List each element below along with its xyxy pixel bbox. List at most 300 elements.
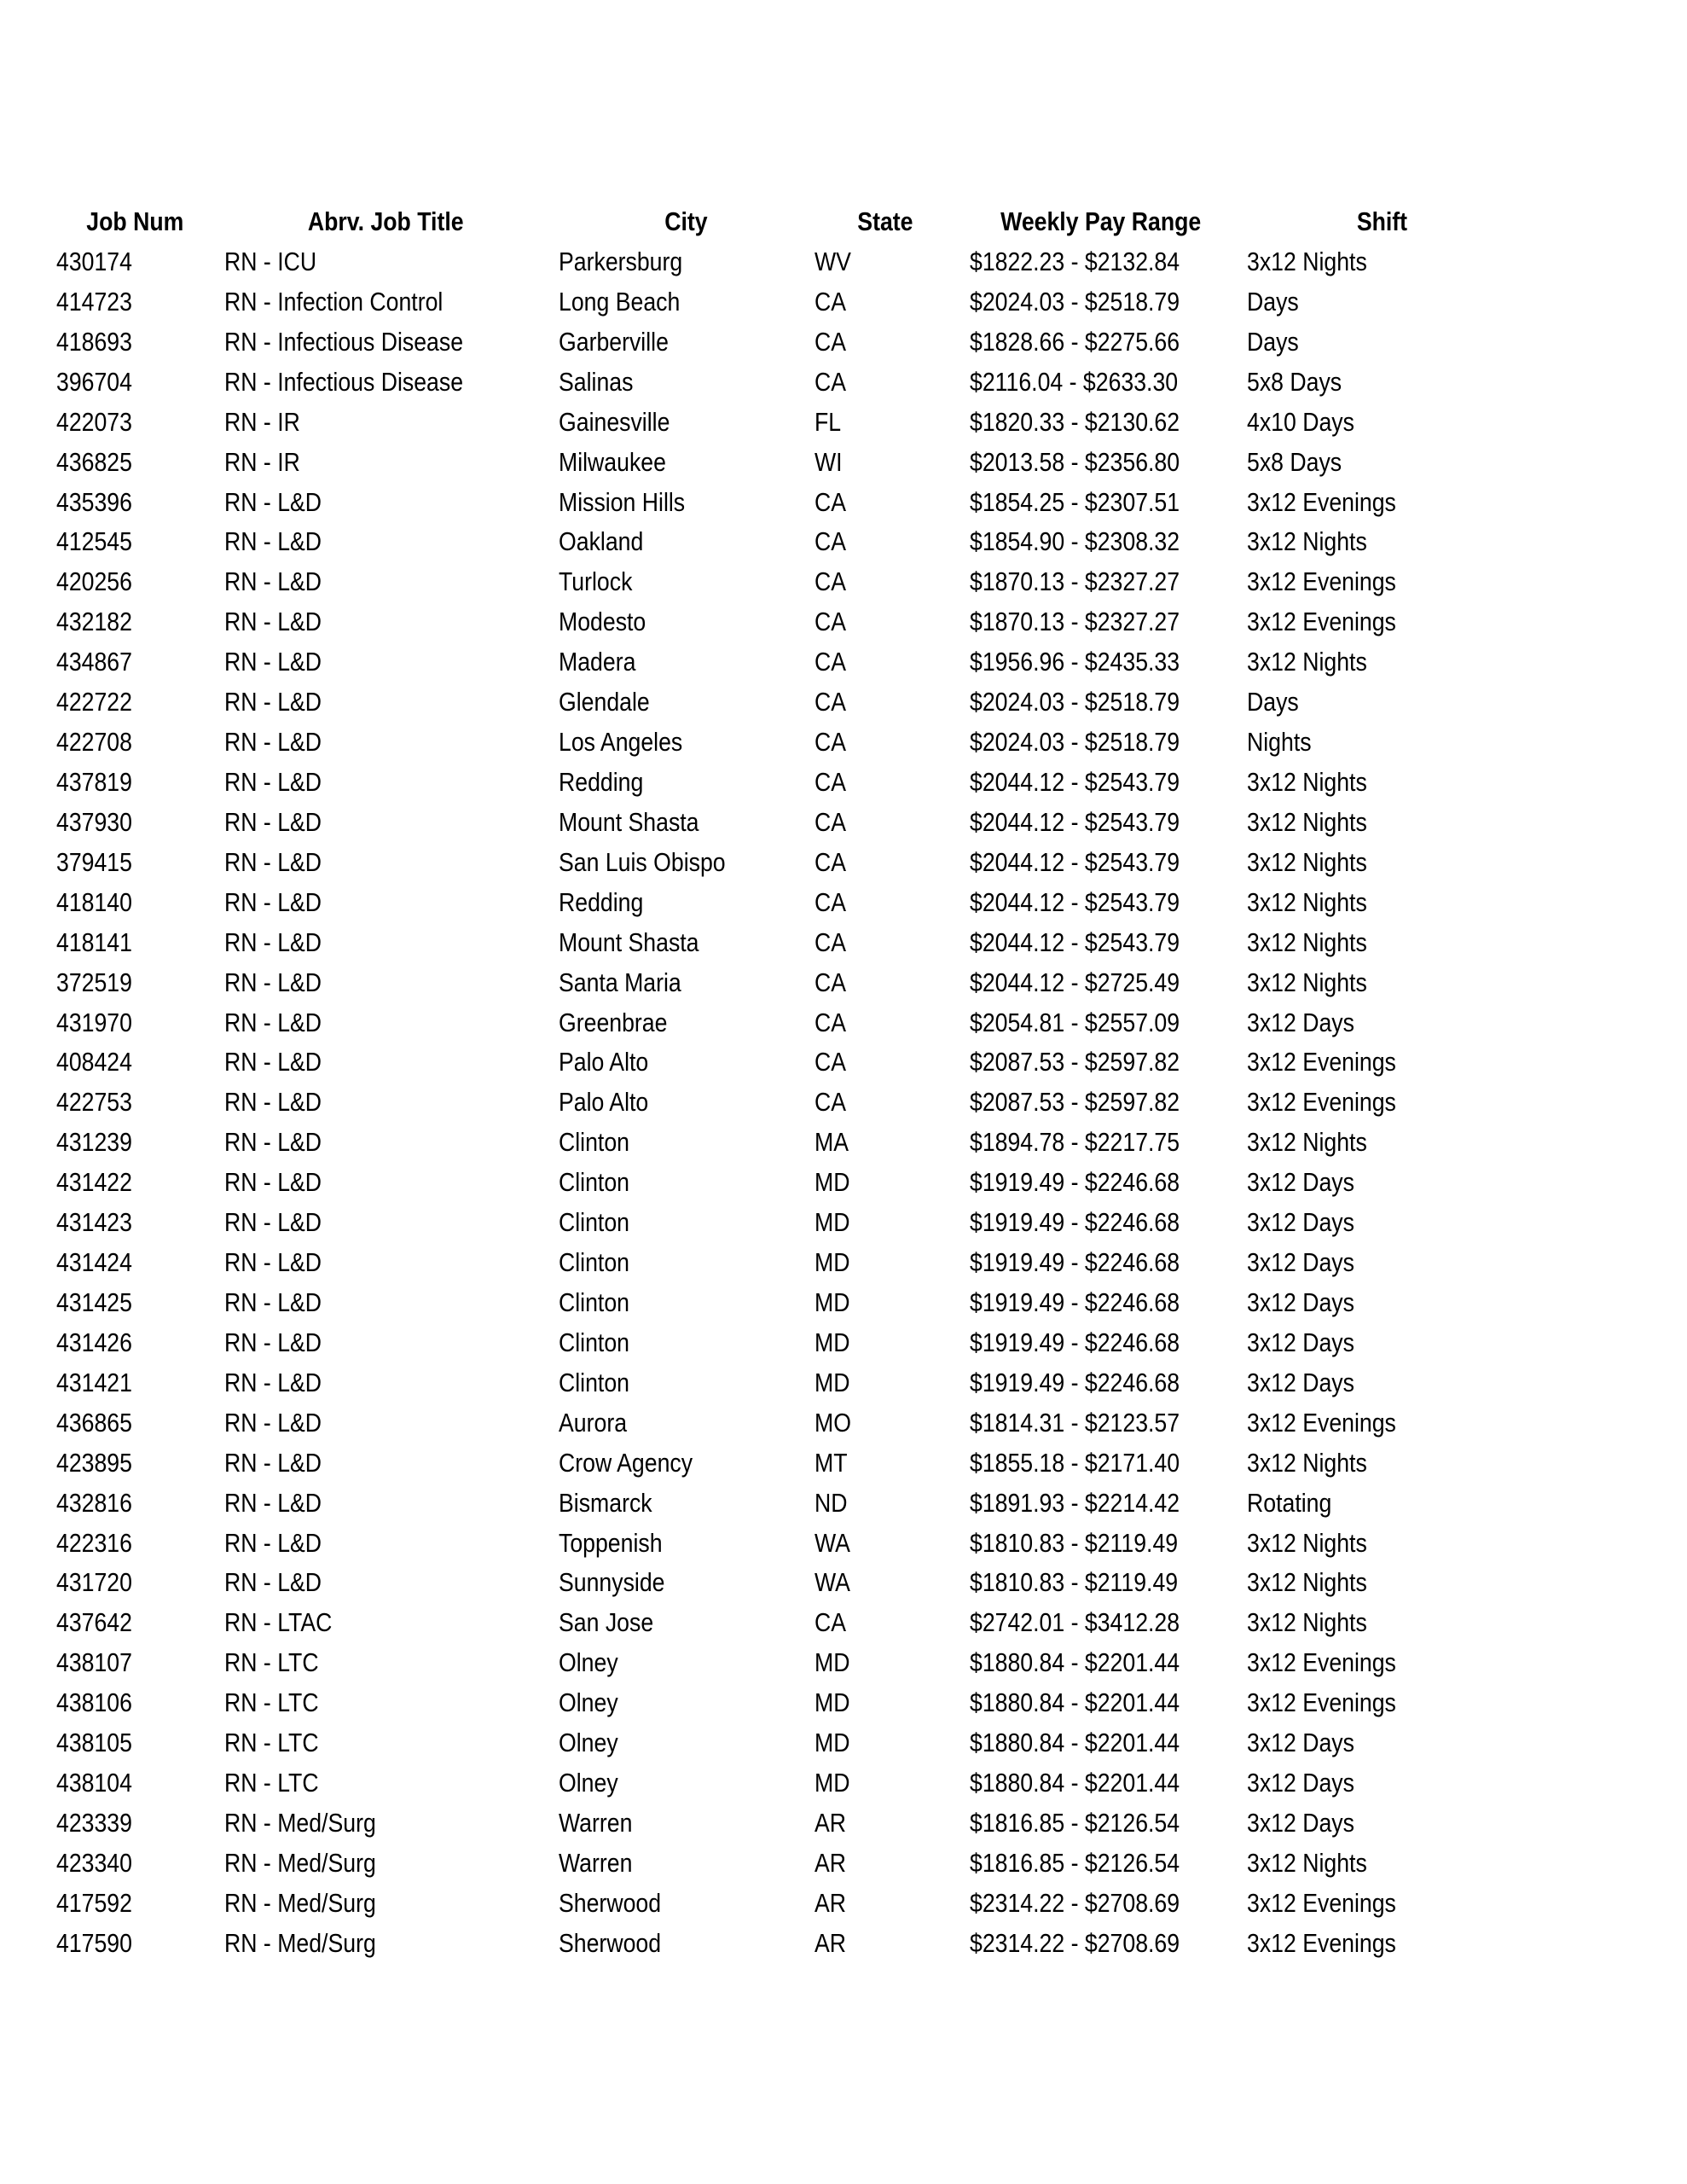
cell-weekly-pay-range: $2116.04 - $2633.30: [970, 366, 1179, 397]
cell-job-title: RN - L&D: [224, 1047, 322, 1077]
cell-job-num: 379415: [56, 846, 132, 877]
cell-weekly-pay-range: $1854.90 - $2308.32: [970, 526, 1180, 557]
cell-shift: 5x8 Days: [1247, 446, 1342, 477]
cell-job-title: RN - L&D: [224, 806, 322, 837]
cell-weekly-pay-range: $1894.78 - $2217.75: [970, 1127, 1180, 1158]
cell-shift: 3x12 Nights: [1247, 766, 1367, 797]
cell-job-title: RN - L&D: [224, 1407, 322, 1438]
cell-weekly-pay-range: $1816.85 - $2126.54: [970, 1807, 1180, 1838]
cell-city: Sherwood: [559, 1927, 662, 1958]
header-job-title: [256, 205, 515, 239]
table-row: [0, 1203, 1687, 1243]
table-row: [0, 1924, 1687, 1964]
cell-job-title: RN - L&D: [224, 1487, 322, 1518]
cell-job-num: 408424: [56, 1047, 132, 1077]
cell-shift: 3x12 Evenings: [1247, 1407, 1396, 1438]
cell-weekly-pay-range: $1820.33 - $2130.62: [970, 406, 1180, 437]
cell-job-num: 431720: [56, 1567, 132, 1598]
cell-job-num: 430174: [56, 247, 132, 276]
cell-shift: 3x12 Nights: [1247, 247, 1367, 276]
cell-job-title: RN - LTC: [224, 1768, 319, 1798]
header-city: [546, 205, 708, 239]
cell-job-title: RN - L&D: [224, 1367, 322, 1397]
cell-city: Modesto: [559, 607, 646, 637]
cell-weekly-pay-range: $1880.84 - $2201.44: [970, 1728, 1180, 1758]
cell-weekly-pay-range: $1816.85 - $2126.54: [970, 1847, 1180, 1878]
cell-weekly-pay-range: $1919.49 - $2246.68: [970, 1167, 1180, 1198]
cell-shift: 3x12 Nights: [1247, 647, 1367, 677]
cell-state: ND: [815, 1487, 848, 1518]
header-state-label: State: [857, 206, 913, 236]
cell-state: CA: [815, 566, 847, 597]
cell-shift: 3x12 Evenings: [1247, 566, 1396, 597]
cell-city: Redding: [559, 886, 644, 917]
header-job-num-label: Job Num: [85, 206, 184, 236]
cell-weekly-pay-range: $2044.12 - $2543.79: [970, 806, 1180, 837]
cell-job-num: 431423: [56, 1207, 132, 1238]
cell-state: CA: [815, 967, 847, 997]
cell-weekly-pay-range: $2044.12 - $2543.79: [970, 926, 1180, 957]
cell-weekly-pay-range: $1810.83 - $2119.49: [970, 1527, 1179, 1558]
table-row: [0, 1003, 1687, 1043]
cell-shift: Nights: [1247, 727, 1312, 758]
table-row: [0, 723, 1687, 763]
table-row: [0, 1563, 1687, 1603]
cell-state: CA: [815, 1607, 847, 1638]
cell-job-num: 431970: [56, 1007, 132, 1037]
cell-city: Oakland: [559, 526, 644, 557]
cell-state: CA: [815, 326, 847, 357]
header-job-title-label: Abrv. Job Title: [307, 206, 464, 236]
cell-weekly-pay-range: $1854.25 - $2307.51: [970, 486, 1180, 517]
header-shift: [1313, 205, 1450, 239]
cell-job-num: 423895: [56, 1447, 132, 1478]
cell-state: CA: [815, 727, 847, 758]
cell-state: AR: [815, 1847, 847, 1878]
table-row: [0, 1123, 1687, 1163]
cell-state: WA: [815, 1567, 850, 1598]
cell-state: CA: [815, 486, 847, 517]
table-row: [0, 443, 1687, 483]
cell-state: WI: [815, 446, 843, 477]
table-row: [0, 282, 1687, 322]
cell-city: Warren: [559, 1807, 633, 1838]
cell-state: MD: [815, 1207, 850, 1238]
cell-weekly-pay-range: $1880.84 - $2201.44: [970, 1687, 1180, 1718]
cell-city: Palo Alto: [559, 1087, 649, 1118]
cell-shift: 3x12 Nights: [1247, 1447, 1367, 1478]
cell-state: CA: [815, 766, 847, 797]
table-row: [0, 1844, 1687, 1884]
job-table-body: [0, 242, 1687, 1964]
cell-job-title: RN - LTC: [224, 1647, 319, 1678]
cell-state: AR: [815, 1927, 847, 1958]
cell-job-title: RN - L&D: [224, 926, 322, 957]
cell-job-num: 436865: [56, 1407, 132, 1438]
cell-state: MD: [815, 1647, 850, 1678]
cell-state: FL: [815, 406, 842, 437]
cell-job-num: 418693: [56, 326, 132, 357]
table-row: [0, 1043, 1687, 1083]
header-state: [819, 205, 952, 239]
cell-job-num: 420256: [56, 566, 132, 597]
cell-state: MD: [815, 1687, 850, 1718]
cell-job-title: RN - L&D: [224, 1127, 322, 1158]
cell-state: MA: [815, 1127, 849, 1158]
cell-job-title: RN - L&D: [224, 1207, 322, 1238]
cell-city: Parkersburg: [559, 247, 683, 276]
cell-shift: 3x12 Days: [1247, 1367, 1354, 1397]
cell-city: Santa Maria: [559, 967, 681, 997]
cell-job-num: 431426: [56, 1327, 132, 1357]
cell-state: CA: [815, 926, 847, 957]
table-row: [0, 1243, 1687, 1283]
cell-city: Olney: [559, 1728, 618, 1758]
cell-job-num: 431239: [56, 1127, 132, 1158]
table-row: [0, 1363, 1687, 1403]
table-row: [0, 1884, 1687, 1924]
cell-shift: 3x12 Nights: [1247, 846, 1367, 877]
table-row: [0, 1403, 1687, 1443]
cell-job-num: 431425: [56, 1287, 132, 1317]
cell-job-title: RN - L&D: [224, 727, 322, 758]
header-job-num: [51, 205, 218, 239]
cell-state: CA: [815, 526, 847, 557]
cell-job-title: RN - L&D: [224, 526, 322, 557]
cell-job-num: 418141: [56, 926, 132, 957]
cell-state: CA: [815, 806, 847, 837]
cell-city: Sunnyside: [559, 1567, 665, 1598]
cell-shift: 5x8 Days: [1247, 366, 1342, 397]
cell-state: MD: [815, 1728, 850, 1758]
table-row: [0, 1524, 1687, 1564]
cell-job-num: 431422: [56, 1167, 132, 1198]
cell-shift: 3x12 Evenings: [1247, 1647, 1396, 1678]
cell-weekly-pay-range: $2054.81 - $2557.09: [970, 1007, 1180, 1037]
cell-city: Clinton: [559, 1327, 629, 1357]
cell-shift: Rotating: [1247, 1487, 1332, 1518]
cell-city: Toppenish: [559, 1527, 663, 1558]
table-row: [0, 322, 1687, 363]
cell-job-title: RN - L&D: [224, 647, 322, 677]
cell-job-num: 437930: [56, 806, 132, 837]
cell-shift: 4x10 Days: [1247, 406, 1354, 437]
cell-job-title: RN - L&D: [224, 1287, 322, 1317]
cell-weekly-pay-range: $1880.84 - $2201.44: [970, 1647, 1180, 1678]
table-row: [0, 403, 1687, 443]
cell-city: Bismarck: [559, 1487, 652, 1518]
cell-weekly-pay-range: $2044.12 - $2543.79: [970, 846, 1180, 877]
cell-weekly-pay-range: $2314.22 - $2708.69: [970, 1927, 1180, 1958]
cell-city: Clinton: [559, 1247, 629, 1278]
cell-city: Clinton: [559, 1367, 629, 1397]
cell-job-num: 436825: [56, 446, 132, 477]
cell-job-title: RN - LTAC: [224, 1607, 333, 1638]
cell-weekly-pay-range: $1919.49 - $2246.68: [970, 1247, 1180, 1278]
table-row: [0, 242, 1687, 282]
cell-job-num: 372519: [56, 967, 132, 997]
cell-state: WV: [815, 247, 851, 276]
cell-shift: 3x12 Evenings: [1247, 1087, 1396, 1118]
table-row: [0, 843, 1687, 883]
table-row: [0, 483, 1687, 523]
cell-city: Mount Shasta: [559, 806, 699, 837]
cell-job-title: RN - L&D: [224, 1567, 322, 1598]
cell-shift: 3x12 Evenings: [1247, 1687, 1396, 1718]
cell-weekly-pay-range: $2024.03 - $2518.79: [970, 727, 1180, 758]
cell-city: Redding: [559, 766, 644, 797]
table-row: [0, 1443, 1687, 1484]
cell-job-num: 435396: [56, 486, 132, 517]
header-weekly-pay-range-label: Weekly Pay Range: [1000, 206, 1202, 236]
cell-weekly-pay-range: $2044.12 - $2543.79: [970, 766, 1180, 797]
cell-job-num: 414723: [56, 286, 132, 317]
cell-weekly-pay-range: $1956.96 - $2435.33: [970, 647, 1180, 677]
cell-weekly-pay-range: $2087.53 - $2597.82: [970, 1087, 1180, 1118]
cell-state: CA: [815, 647, 847, 677]
cell-job-title: RN - LTC: [224, 1687, 319, 1718]
cell-weekly-pay-range: $2024.03 - $2518.79: [970, 687, 1180, 717]
cell-city: Olney: [559, 1687, 618, 1718]
cell-job-title: RN - LTC: [224, 1728, 319, 1758]
cell-state: CA: [815, 1047, 847, 1077]
table-row: [0, 1763, 1687, 1804]
cell-city: Long Beach: [559, 286, 681, 317]
cell-shift: 3x12 Evenings: [1247, 486, 1396, 517]
cell-city: Aurora: [559, 1407, 628, 1438]
header-weekly-pay-range: [964, 205, 1238, 239]
cell-job-title: RN - Infectious Disease: [224, 326, 464, 357]
cell-state: MD: [815, 1768, 850, 1798]
header-shift-label: Shift: [1356, 206, 1407, 236]
cell-job-title: RN - Med/Surg: [224, 1847, 376, 1878]
cell-city: Greenbrae: [559, 1007, 668, 1037]
cell-job-title: RN - L&D: [224, 1007, 322, 1037]
cell-weekly-pay-range: $1822.23 - $2132.84: [970, 247, 1180, 276]
cell-shift: 3x12 Days: [1247, 1327, 1354, 1357]
table-row: [0, 923, 1687, 963]
cell-job-num: 422708: [56, 727, 132, 758]
cell-shift: 3x12 Days: [1247, 1207, 1354, 1238]
cell-city: Mount Shasta: [559, 926, 699, 957]
cell-city: Clinton: [559, 1287, 629, 1317]
cell-weekly-pay-range: $2742.01 - $3412.28: [970, 1607, 1180, 1638]
table-row: [0, 522, 1687, 562]
cell-city: Salinas: [559, 366, 634, 397]
cell-shift: 3x12 Nights: [1247, 1527, 1367, 1558]
table-row: [0, 803, 1687, 843]
cell-job-num: 422316: [56, 1527, 132, 1558]
cell-shift: 3x12 Nights: [1247, 806, 1367, 837]
cell-weekly-pay-range: $2087.53 - $2597.82: [970, 1047, 1180, 1077]
table-row: [0, 363, 1687, 403]
cell-job-num: 438106: [56, 1687, 132, 1718]
cell-state: CA: [815, 886, 847, 917]
cell-state: MD: [815, 1287, 850, 1317]
cell-job-title: RN - L&D: [224, 1247, 322, 1278]
cell-city: Madera: [559, 647, 636, 677]
cell-weekly-pay-range: $1919.49 - $2246.68: [970, 1367, 1180, 1397]
cell-shift: 3x12 Days: [1247, 1287, 1354, 1317]
table-row: [0, 602, 1687, 642]
cell-job-num: 423339: [56, 1807, 132, 1838]
cell-shift: Days: [1247, 286, 1299, 317]
cell-shift: 3x12 Nights: [1247, 1567, 1367, 1598]
cell-job-num: 432182: [56, 607, 132, 637]
cell-state: MD: [815, 1367, 850, 1397]
cell-job-num: 417592: [56, 1887, 132, 1918]
table-row: [0, 1163, 1687, 1203]
table-row: [0, 1484, 1687, 1524]
cell-job-title: RN - L&D: [224, 607, 322, 637]
table-row: [0, 642, 1687, 682]
cell-city: San Jose: [559, 1607, 654, 1638]
cell-shift: 3x12 Evenings: [1247, 1047, 1396, 1077]
cell-shift: 3x12 Nights: [1247, 1127, 1367, 1158]
cell-job-title: RN - L&D: [224, 846, 322, 877]
cell-job-num: 437642: [56, 1607, 132, 1638]
cell-weekly-pay-range: $2044.12 - $2543.79: [970, 886, 1180, 917]
cell-state: MD: [815, 1247, 850, 1278]
cell-job-title: RN - IR: [224, 406, 300, 437]
cell-weekly-pay-range: $1810.83 - $2119.49: [970, 1567, 1179, 1598]
cell-job-title: RN - L&D: [224, 886, 322, 917]
cell-job-title: RN - L&D: [224, 687, 322, 717]
cell-job-title: RN - Med/Surg: [224, 1927, 376, 1958]
cell-state: MD: [815, 1327, 850, 1357]
cell-shift: 3x12 Nights: [1247, 526, 1367, 557]
cell-job-title: RN - L&D: [224, 1447, 322, 1478]
cell-job-num: 396704: [56, 366, 132, 397]
cell-weekly-pay-range: $2024.03 - $2518.79: [970, 286, 1180, 317]
cell-weekly-pay-range: $1855.18 - $2171.40: [970, 1447, 1180, 1478]
cell-state: CA: [815, 846, 847, 877]
cell-city: Olney: [559, 1768, 618, 1798]
table-row: [0, 1323, 1687, 1363]
cell-shift: 3x12 Days: [1247, 1768, 1354, 1798]
table-row: [0, 1804, 1687, 1844]
cell-shift: 3x12 Nights: [1247, 886, 1367, 917]
cell-shift: 3x12 Evenings: [1247, 607, 1396, 637]
cell-job-title: RN - L&D: [224, 566, 322, 597]
table-row: [0, 1683, 1687, 1723]
cell-city: Clinton: [559, 1167, 629, 1198]
table-row: [0, 883, 1687, 923]
cell-weekly-pay-range: $2013.58 - $2356.80: [970, 446, 1180, 477]
cell-state: AR: [815, 1807, 847, 1838]
cell-city: Warren: [559, 1847, 633, 1878]
cell-shift: 3x12 Days: [1247, 1807, 1354, 1838]
cell-city: San Luis Obispo: [559, 846, 726, 877]
cell-job-title: RN - L&D: [224, 766, 322, 797]
cell-weekly-pay-range: $1814.31 - $2123.57: [970, 1407, 1180, 1438]
cell-shift: 3x12 Evenings: [1247, 1927, 1396, 1958]
cell-weekly-pay-range: $1891.93 - $2214.42: [970, 1487, 1180, 1518]
cell-shift: Days: [1247, 326, 1299, 357]
cell-weekly-pay-range: $1919.49 - $2246.68: [970, 1327, 1180, 1357]
table-row: [0, 1723, 1687, 1763]
cell-city: Los Angeles: [559, 727, 683, 758]
cell-job-num: 438107: [56, 1647, 132, 1678]
cell-job-num: 412545: [56, 526, 132, 557]
table-row: [0, 1603, 1687, 1643]
cell-city: Garberville: [559, 326, 669, 357]
cell-job-title: RN - L&D: [224, 1087, 322, 1118]
table-row: [0, 562, 1687, 602]
cell-job-num: 434867: [56, 647, 132, 677]
cell-state: CA: [815, 286, 847, 317]
cell-job-num: 431424: [56, 1247, 132, 1278]
cell-job-num: 432816: [56, 1487, 132, 1518]
cell-state: CA: [815, 366, 847, 397]
cell-state: WA: [815, 1527, 850, 1558]
table-row: [0, 1083, 1687, 1123]
cell-shift: Days: [1247, 687, 1299, 717]
cell-city: Olney: [559, 1647, 618, 1678]
cell-city: Clinton: [559, 1207, 629, 1238]
cell-shift: 3x12 Days: [1247, 1247, 1354, 1278]
cell-weekly-pay-range: $1870.13 - $2327.27: [970, 566, 1180, 597]
cell-state: CA: [815, 1087, 847, 1118]
cell-job-num: 431421: [56, 1367, 132, 1397]
table-row: [0, 682, 1687, 723]
cell-state: CA: [815, 687, 847, 717]
table-row: [0, 1283, 1687, 1323]
cell-job-title: RN - L&D: [224, 1527, 322, 1558]
cell-city: Clinton: [559, 1127, 629, 1158]
cell-state: MT: [815, 1447, 848, 1478]
cell-job-title: RN - Med/Surg: [224, 1887, 376, 1918]
cell-job-title: RN - Infection Control: [224, 286, 443, 317]
cell-job-num: 417590: [56, 1927, 132, 1958]
cell-shift: 3x12 Nights: [1247, 1607, 1367, 1638]
cell-city: Mission Hills: [559, 486, 686, 517]
cell-state: MD: [815, 1167, 850, 1198]
cell-weekly-pay-range: $1870.13 - $2327.27: [970, 607, 1180, 637]
cell-city: Glendale: [559, 687, 650, 717]
cell-job-num: 422073: [56, 406, 132, 437]
cell-city: Crow Agency: [559, 1447, 693, 1478]
cell-city: Gainesville: [559, 406, 670, 437]
cell-weekly-pay-range: $1919.49 - $2246.68: [970, 1287, 1180, 1317]
cell-job-num: 438104: [56, 1768, 132, 1798]
cell-job-num: 422753: [56, 1087, 132, 1118]
cell-job-title: RN - Infectious Disease: [224, 366, 464, 397]
cell-state: CA: [815, 607, 847, 637]
header-city-label: City: [664, 206, 708, 236]
cell-job-title: RN - L&D: [224, 1167, 322, 1198]
table-row: [0, 763, 1687, 803]
cell-weekly-pay-range: $2314.22 - $2708.69: [970, 1887, 1180, 1918]
cell-shift: 3x12 Days: [1247, 1167, 1354, 1198]
cell-shift: 3x12 Nights: [1247, 1847, 1367, 1878]
cell-state: CA: [815, 1007, 847, 1037]
cell-city: Milwaukee: [559, 446, 666, 477]
cell-job-title: RN - Med/Surg: [224, 1807, 376, 1838]
table-row: [0, 963, 1687, 1003]
cell-job-num: 423340: [56, 1847, 132, 1878]
cell-job-title: RN - IR: [224, 446, 300, 477]
cell-shift: 3x12 Days: [1247, 1728, 1354, 1758]
cell-job-title: RN - L&D: [224, 1327, 322, 1357]
cell-weekly-pay-range: $1828.66 - $2275.66: [970, 326, 1180, 357]
cell-city: Palo Alto: [559, 1047, 649, 1077]
cell-state: MO: [815, 1407, 851, 1438]
cell-city: Sherwood: [559, 1887, 662, 1918]
cell-job-num: 438105: [56, 1728, 132, 1758]
cell-weekly-pay-range: $2044.12 - $2725.49: [970, 967, 1180, 997]
cell-job-num: 437819: [56, 766, 132, 797]
